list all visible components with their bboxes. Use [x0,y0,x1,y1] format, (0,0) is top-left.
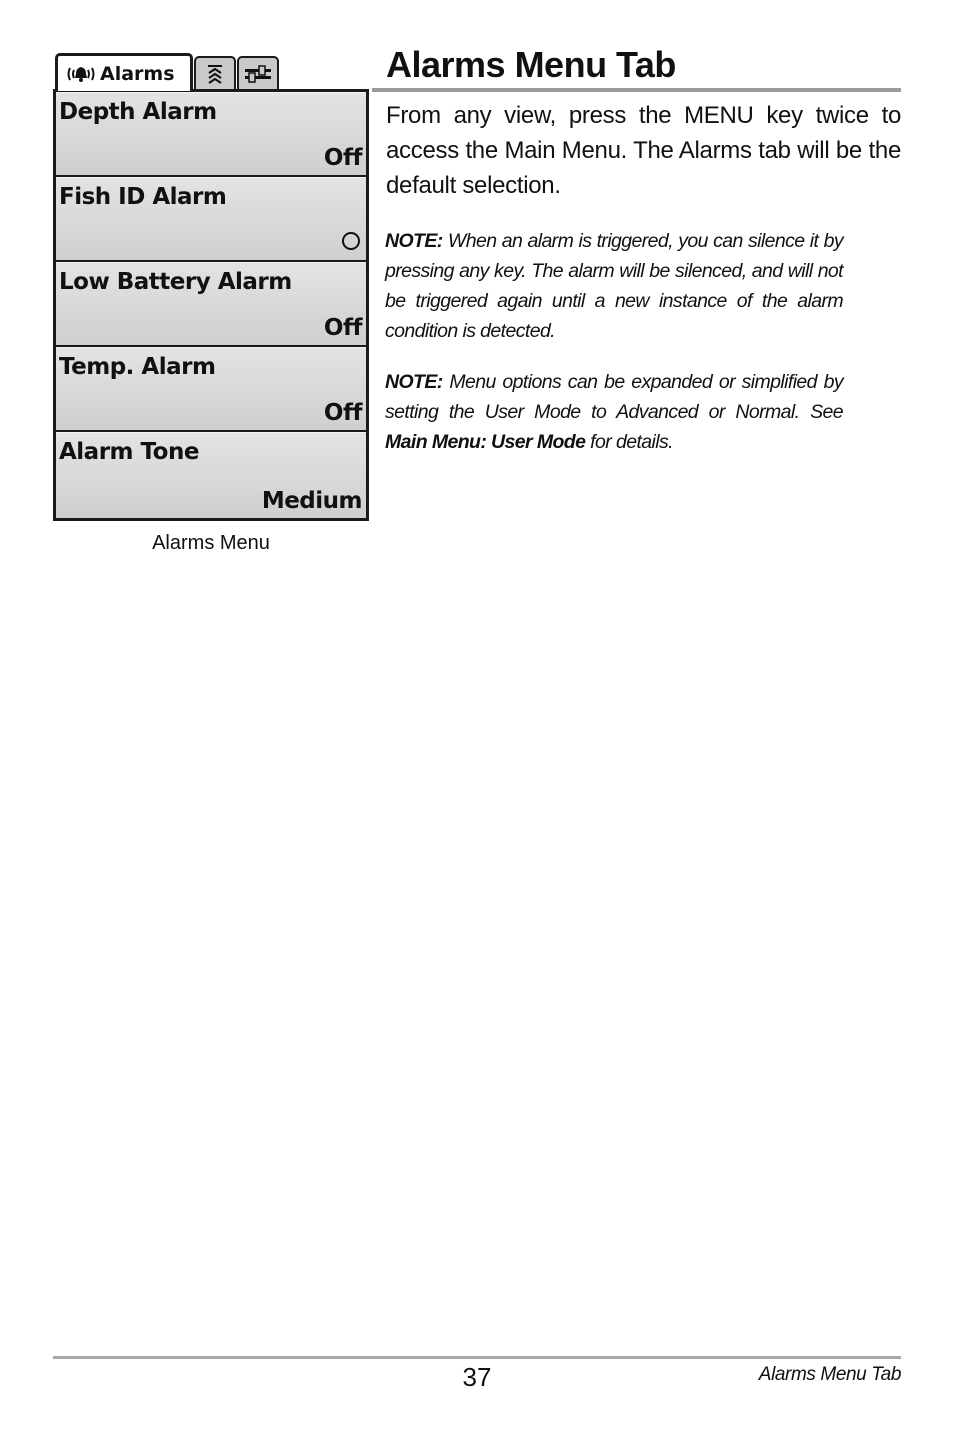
alarms-menu-list [53,89,369,521]
menu-item-value: Off [323,315,362,341]
note-silence-alarm [385,226,843,346]
tab-alarms-label: Alarms [100,62,175,85]
page-title: Alarms Menu Tab [386,44,676,85]
navigation-icon [204,63,226,85]
alarms-menu-screenshot [53,53,369,521]
note-user-mode [385,367,843,457]
note-lead: NOTE: [385,371,443,393]
tab-navigation[interactable] [194,56,236,89]
footer-divider [53,1356,901,1359]
title-divider [372,88,901,92]
menu-item-low-battery-alarm[interactable] [56,262,366,347]
menu-item-label: Fish ID Alarm [59,184,227,210]
menu-item-alarm-tone[interactable] [56,432,366,518]
menu-item-label: Low Battery Alarm [59,269,292,295]
menu-tab-bar [53,53,369,91]
menu-item-label: Alarm Tone [59,439,199,465]
menu-item-temp-alarm[interactable] [56,347,366,432]
tab-setup[interactable] [237,56,279,89]
setup-icon [243,64,273,84]
menu-item-value: Medium [261,488,362,514]
note-text: Menu options can be expanded or simplified by setting the User Mode to Advanced or Normal. See [385,371,843,423]
menu-item-label: Depth Alarm [59,99,217,125]
cross-reference: Main Menu: User Mode [385,431,586,453]
menu-item-label: Temp. Alarm [59,354,216,380]
bell-icon [66,65,96,83]
radio-button-off[interactable] [342,232,360,250]
menu-item-value: Off [323,145,362,171]
footer-section-title: Alarms Menu Tab [758,1364,901,1385]
tab-alarms[interactable] [55,53,193,91]
figure-caption: Alarms Menu [152,532,270,554]
note-text: When an alarm is triggered, you can silence it by pressing any key. The alarm will be silenced, and will not be triggered again until a new instance of the alarm condition is detected. [385,230,843,342]
menu-item-fish-id-alarm[interactable] [56,177,366,262]
note-tail: for details. [585,431,673,453]
menu-item-value: Off [323,400,362,426]
note-lead: NOTE: [385,230,443,252]
page-number: 37 [462,1362,492,1392]
menu-item-depth-alarm[interactable] [56,92,366,177]
intro-paragraph: From any view, press the MENU key twice to access the Main Menu. The Alarms tab will be the default selection. [386,102,901,199]
